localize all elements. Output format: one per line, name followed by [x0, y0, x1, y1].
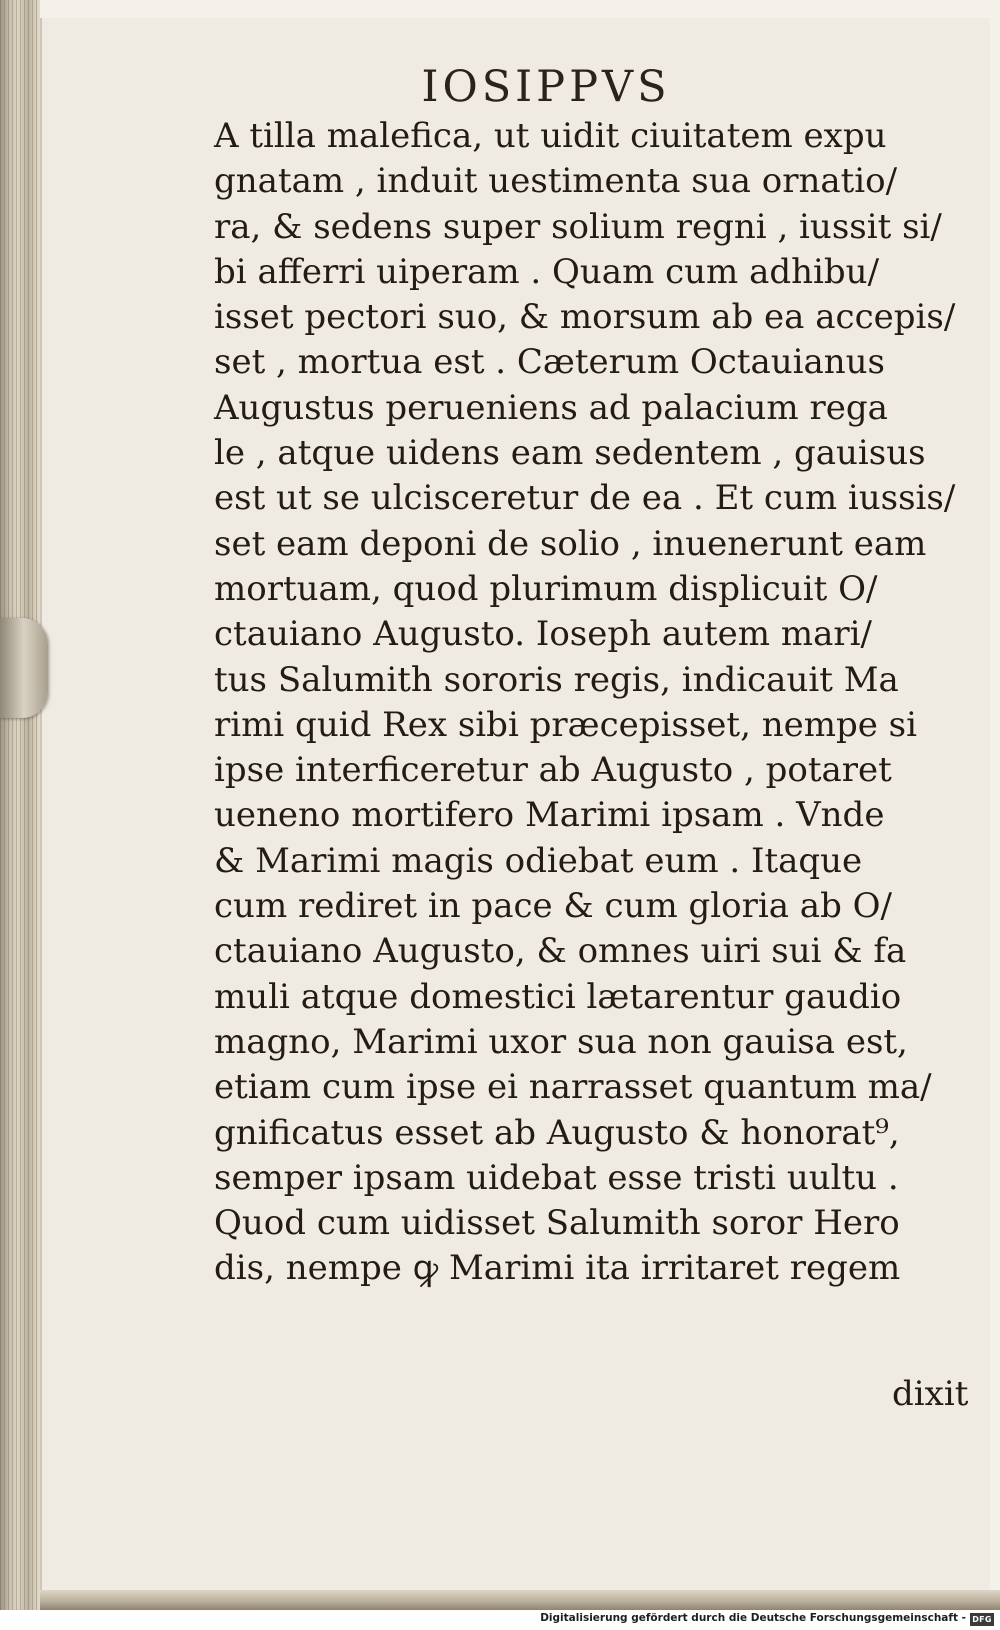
text-line: bi afferri uiperam . Quam cum adhibu/: [214, 251, 880, 292]
footer-credit: Digitalisierung gefördert durch die Deutsche Forschungsgemeinschaft -: [540, 1612, 966, 1624]
book-bottom-edge: [40, 1590, 1000, 1610]
text-line: dis, nempe ꝙ Marimi ita irritaret regem: [214, 1248, 901, 1289]
text-line: tus Salumith sororis regis, indicauit Ma: [214, 659, 899, 700]
dfg-logo-icon: DFG: [970, 1613, 994, 1626]
text-line: ctauiano Augusto. Ioseph autem mari/: [214, 614, 872, 655]
book-page: [40, 18, 990, 1593]
running-head: IOSIPPVS: [421, 62, 671, 112]
book-clasp: [0, 618, 48, 718]
text-line: le , atque uidens eam sedentem , gauisus: [214, 433, 926, 474]
text-line: muli atque domestici lætarentur gaudio: [214, 976, 902, 1017]
text-line: gnificatus esset ab Augusto & honorat⁹,: [214, 1112, 900, 1153]
text-line: mortuam, quod plurimum displicuit O/: [214, 568, 878, 609]
text-line: est ut se ulcisceretur de ea . Et cum iussis/: [214, 478, 956, 519]
text-line: Quod cum uidisset Salumith soror Hero: [214, 1203, 900, 1244]
text-line: magno, Marimi uxor sua non gauisa est,: [214, 1021, 908, 1062]
text-block: [214, 114, 984, 1292]
text-line: & Marimi magis odiebat eum . Itaque: [214, 840, 863, 881]
text-line: set eam deponi de solio , inuenerunt eam: [214, 523, 927, 564]
text-line: ctauiano Augusto, & omnes uiri sui & fa: [214, 931, 907, 972]
text-line: A tilla malefica, ut uidit ciuitatem expu: [214, 116, 887, 156]
text-line: isset pectori suo, & morsum ab ea accepis/: [214, 297, 956, 338]
text-line: etiam cum ipse ei narrasset quantum ma/: [214, 1067, 932, 1108]
text-line: cum rediret in pace & cum gloria ab O/: [214, 886, 892, 927]
text-line: ipse interficeretur ab Augusto , potaret: [214, 750, 892, 791]
text-line: Augustus perueniens ad palacium rega: [214, 387, 888, 428]
text-line: ra, & sedens super solium regni , iussit si/: [214, 206, 942, 247]
book-fore-edge: [0, 0, 40, 1610]
text-line: gnatam , induit uestimenta sua ornatio/: [214, 161, 898, 202]
catchword: dixit: [892, 1374, 969, 1414]
text-line: set , mortua est . Cæterum Octauianus: [214, 342, 886, 383]
text-line: ueneno mortifero Marimi ipsam . Vnde: [214, 795, 885, 836]
footer-bar: [0, 1610, 1000, 1630]
text-line: semper ipsam uidebat esse tristi uultu .: [214, 1157, 899, 1198]
text-line: rimi quid Rex sibi præcepisset, nempe si: [214, 704, 917, 745]
